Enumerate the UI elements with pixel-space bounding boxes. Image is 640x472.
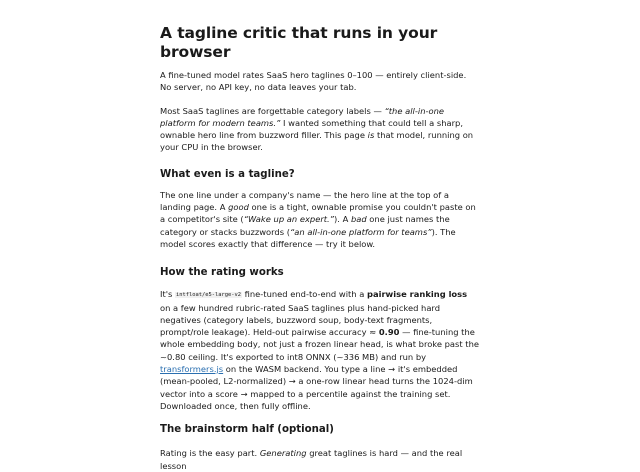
- bad-example: “an all-in-one platform for teams”: [289, 226, 432, 237]
- text-run: great taglines is hard — and the real lesson: [160, 448, 463, 471]
- emphasis: Generating: [259, 448, 307, 459]
- emphasis: good: [228, 202, 249, 213]
- accuracy-value: 0.90: [378, 327, 400, 338]
- page-subtitle: A fine-tuned model rates SaaS hero taglines 0–100 — entirely client-side. No server, no API key, no data leaves your tab.: [160, 70, 467, 93]
- text-run: that model, running on your CPU in the browser.: [160, 130, 474, 153]
- page-title: A tagline critic that runs in your browser: [160, 24, 438, 61]
- emphasis: bad: [350, 214, 367, 225]
- model-name-code: intfloat/e5-large-v2: [176, 292, 241, 299]
- bold-term: pairwise ranking loss: [366, 289, 468, 300]
- tagline-paragraph: [160, 189, 480, 250]
- text-run: The one line under a company's name — the hero line at the top of a landing page. A: [160, 189, 449, 213]
- text-run: — fine-tuning the whole embedding body, not just a frozen linear head, is what broke past the ~0.80 ceiling. It's exported to int8 ONNX (~336 MB) and run by: [160, 327, 479, 362]
- transformers-js-link[interactable]: transformers.js: [160, 364, 224, 375]
- text-run: Rating is the easy part.: [160, 448, 260, 459]
- quote-example: “the all-in-one platform for modern teams.”: [160, 105, 445, 128]
- text-run: It's: [160, 289, 176, 300]
- text-run: on the WASM backend. You type a line → it's embedded (mean-pooled, L2-normalized) → a one-row linear head turns the 1024-dim vector into a score → mapped to a percentile against the training set. Downloaded once, then fully offline.: [160, 364, 473, 411]
- section-heading-rating: How the rating works: [160, 267, 284, 279]
- text-run: on a few hundred rubric-rated SaaS taglines plus hand-picked hard negatives (category labels, buzzword soup, body-text fragments, prompt/role leakage). Held-out pairwise accuracy ≈: [160, 302, 441, 338]
- text-run: ). The model scores exactly that difference — try it below.: [160, 226, 456, 249]
- rating-paragraph: [160, 288, 480, 412]
- text-run: I wanted something that could tell a sharp, ownable hero line from buzzword filler. This page: [160, 117, 463, 141]
- text-run: Most SaaS taglines are forgettable category labels —: [160, 105, 385, 116]
- section-heading-brainstorm: The brainstorm half (optional): [160, 424, 334, 436]
- article: [160, 0, 480, 472]
- emphasis: is: [367, 130, 375, 141]
- text-run: one is a tight, ownable promise you couldn't paste on a competitor's site (: [160, 202, 476, 225]
- intro-paragraph: [160, 105, 480, 154]
- text-run: one just names the category or stacks buzzwords (: [160, 214, 450, 237]
- brainstorm-paragraph: [160, 447, 480, 472]
- good-example: “Wake up an expert.”: [243, 214, 335, 225]
- text-run: ). A: [334, 214, 351, 225]
- section-heading-tagline: What even is a tagline?: [160, 168, 295, 180]
- text-run: fine-tuned end-to-end with a: [241, 289, 367, 300]
